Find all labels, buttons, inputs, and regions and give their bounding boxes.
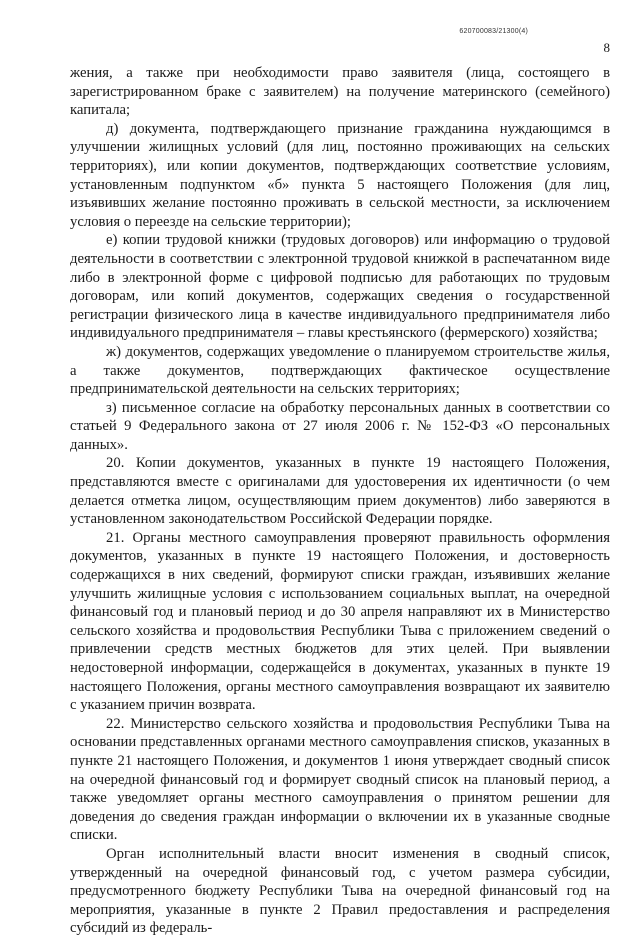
paragraph-item-d: д) документа, подтверждающего признание гражданина нуждающимся в улучшении жилищных условий (для лиц, постоянно проживающих на сельских территориях), или копии документов, подтверждающих соответствие условиям, установленным подпунктом «б» пункта 5 настоящего Положения (для лиц, изъявивших желание постоянно проживать в сельской местности, за исключением условия о переезде на сельские территории); [70,120,610,230]
document-body [70,64,610,938]
page-number: 8 [603,40,610,55]
paragraph-amendments: Орган исполнительный власти вносит изменения в сводный список, утвержденный на очередной финансовый год, с учетом размера субсидии, предусмотренного бюджету Республики Тыва на очередной финансовый год на мероприятия, указанные в пункте 2 Правил предоставления и распределения субсидий из федераль- [70,845,610,937]
paragraph-22: 22. Министерство сельского хозяйства и продовольствия Республики Тыва на основании представленных органами местного самоуправления списков, указанных в пункте 21 настоящего Положения, и документов 1 июня утверждает сводный список на очередной финансовый год и формирует сводный список на плановый период, а также уведомляет органы местного самоуправления о принятом решении для доведения до сведения граждан информации о включении их в указанные сводные списки. [70,715,610,844]
paragraph-continuation: жения, а также при необходимости право заявителя (лица, состоящего в зарегистрированном браке с заявителем) на получение материнского (семейного) капитала; [70,65,610,119]
paragraph-item-e: е) копии трудовой книжки (трудовых договоров) или информацию о трудовой деятельности в соответствии с электронной трудовой книжкой в распечатанном виде либо в электронной форме с цифровой подписью для работающих по трудовым договорам, или копий документов, содержащих сведения о государственной регистрации физического лица в качестве индивидуального предпринимателя либо индивидуального предпринимателя – главы крестьянского (фермерского) хозяйства; [70,232,610,342]
paragraph-20: 20. Копии документов, указанных в пункте 19 настоящего Положения, представляются вместе с оригиналами для удостоверения их идентичности (о чем делается отметка лицом, осуществляющим прием документов) либо заверяются в установленном законодательством Российской Федерации порядке. [70,455,610,528]
paragraph-item-zh: ж) документов, содержащих уведомление о планируемом строительстве жилья, а также документов, подтверждающих фактическое осуществление предпринимательской деятельности на сельских территориях; [70,343,610,398]
document-id: 620700083/21300(4) [459,28,528,35]
paragraph-21: 21. Органы местного самоуправления проверяют правильность оформления документов, указанных в пункте 19 настоящего Положения, и достоверность содержащихся в них сведений, формируют списки граждан, изъявивших желание улучшить жилищные условия с использованием социальных выплат, на очередной финансовый год и плановый период и до 30 апреля направляют их в Министерство сельского хозяйства и продовольствия Республики Тыва с приложением сведений о привлечении средств местных бюджетов для этих целей. При выявлении недостоверной информации, содержащейся в документах, указанных в пункте 19 настоящего Положения, органы местного самоуправления возвращают их заявителю с указанием причин возврата. [70,529,610,714]
paragraph-item-z: з) письменное согласие на обработку персональных данных в соответствии со статьей 9 Федерального закона от 27 июля 2006 г. № 152-ФЗ «О персональных данных». [70,399,610,453]
